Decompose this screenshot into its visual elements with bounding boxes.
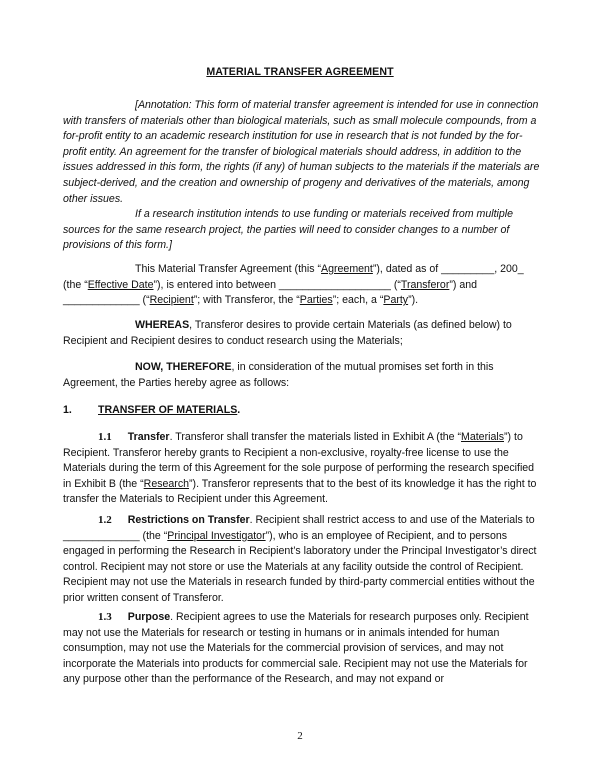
section-1-2-number: 1.2 xyxy=(98,514,112,526)
annotation-text-2: If a research institution intends to use funding or materials received from multiple sources for the same research project, the parties will need to consider changes to a number of provisions of this form.] xyxy=(63,208,514,252)
section-1-1-text-3: ”). Transferor represents that to the best of its knowledge it has the right to transfer the Materials to Recipient under this Agreement. xyxy=(63,477,537,506)
section-1-heading xyxy=(63,404,240,416)
defined-term-transferor: Transferor xyxy=(400,278,450,291)
whereas-lead: WHEREAS xyxy=(135,319,190,331)
defined-term-party: Party xyxy=(383,294,409,307)
intro-paragraph xyxy=(63,262,543,309)
section-1-3-text-1: . Recipient agrees to use the Materials for research purposes only. Recipient may not use the Materials for research or testing in humans or in animals intended for human consumption, may not use the Materials for the commercial provision of services, and may not incorporate the Materials into products for commercial sale. Recipient may not use the Materials for any purpose other than the performance of the Research, and may not expand or xyxy=(63,611,529,686)
annotation-paragraph-2 xyxy=(63,207,543,254)
whereas-paragraph xyxy=(63,318,543,349)
section-1-2 xyxy=(63,513,543,607)
defined-term-materials: Materials xyxy=(461,431,504,443)
defined-term-agreement: Agreement xyxy=(321,263,373,275)
whereas-text: , Transferor desires to provide certain Materials (as defined below) to Recipient and Recipient desires to conduct research using the Materials; xyxy=(63,319,512,347)
intro-text-3: ”), is entered into between ___________________ (“ xyxy=(153,278,401,291)
intro-text-5: ”; with Transferor, the “ xyxy=(193,294,300,307)
section-1-1 xyxy=(63,430,543,508)
section-1-period: . xyxy=(237,404,241,416)
document-title: MATERIAL TRANSFER AGREEMENT xyxy=(206,66,394,78)
section-1-2-heading: Restrictions on Transfer xyxy=(127,514,250,526)
annotation-text-1: [Annotation: This form of material transfer agreement is intended for use in connection with transfers of materials other than biological materials, such as small molecule compounds, from a for-profit entity to an academic research institution for use in research that is not funded by the for-profit entity. An agreement for the transfer of biological materials should address, in addition to the issues addressed in this form, the rights (if any) of human subjects to the materials if the materials are subject-derived, and the creation and ownership of progeny and derivatives of the materials, among other issues. xyxy=(63,99,540,205)
page-number: 2 xyxy=(297,730,303,742)
intro-text-1: This Material Transfer Agreement (this “ xyxy=(135,263,322,275)
defined-term-principal-investigator: Principal Investigator xyxy=(167,529,266,542)
intro-text-2: ”), dated as of _________, 200_ (the “ xyxy=(63,263,524,291)
section-1-3-heading: Purpose xyxy=(127,611,171,623)
intro-text-7: ”). xyxy=(408,294,419,307)
section-1-title: TRANSFER OF MATERIALS xyxy=(98,404,238,416)
now-therefore-lead: NOW, THEREFORE xyxy=(135,361,232,373)
defined-term-research: Research xyxy=(143,477,190,490)
intro-text-4: ”) and _____________ (“ xyxy=(63,278,478,307)
intro-text-6: ”; each, a “ xyxy=(332,294,384,307)
section-1-1-text-1: . Transferor shall transfer the materials listed in Exhibit A (the “ xyxy=(169,431,462,443)
defined-term-recipient: Recipient xyxy=(149,294,194,307)
defined-term-effective-date: Effective Date xyxy=(87,278,154,291)
section-1-2-text-1: . Recipient shall restrict access to and use of the Materials to _____________ (the “ xyxy=(63,514,535,542)
section-1-number: 1. xyxy=(63,404,72,416)
section-1-1-heading: Transfer xyxy=(127,431,170,443)
section-1-3 xyxy=(63,610,543,688)
now-therefore-text: , in consideration of the mutual promises set forth in this Agreement, the Parties hereby agree as follows: xyxy=(63,361,494,389)
section-1-2-text-2: ”), who is an employee of Recipient, and to persons engaged in performing the Research in Recipient’s laboratory under the Principal Investigator’s direct control. Recipient may not store or use the Materials at any facility outside the control of Recipient. Recipient may not use the Materials in research funded by third-party commercial entities without the prior written consent of Transferor. xyxy=(63,529,537,604)
section-1-1-text-2: ”) to Recipient. Transferor hereby grants to Recipient a non-exclusive, royalty-free license to use the Materials during the term of this Agreement for the sole purpose of performing the research specified in Exhibit B (the “ xyxy=(63,431,535,490)
now-therefore-paragraph xyxy=(63,360,543,391)
defined-term-parties: Parties xyxy=(299,294,333,307)
annotation-paragraph-1 xyxy=(63,98,543,207)
section-1-3-number: 1.3 xyxy=(98,611,112,623)
section-1-1-number: 1.1 xyxy=(98,431,112,443)
